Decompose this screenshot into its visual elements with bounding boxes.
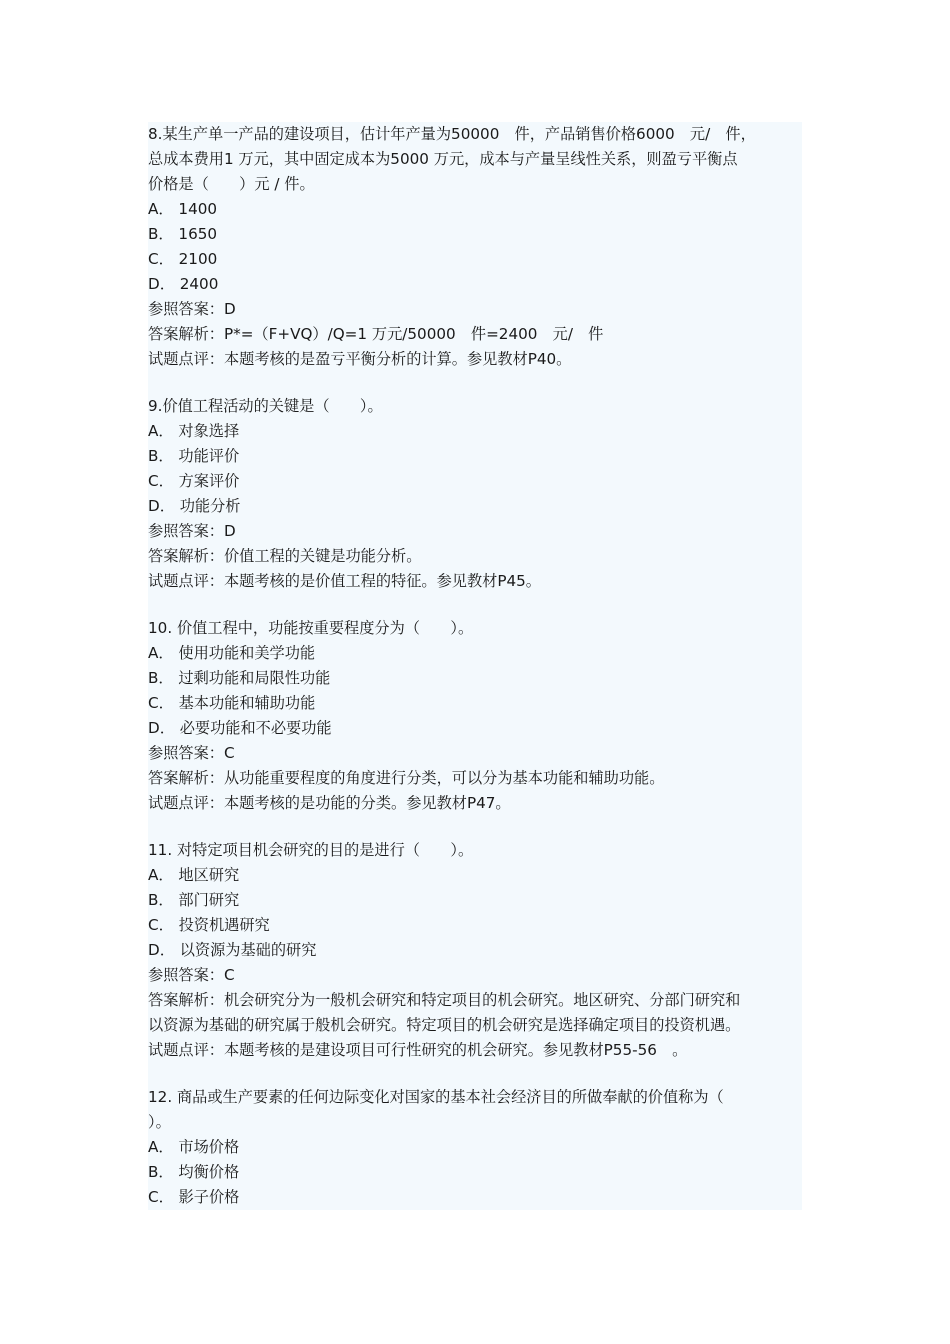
- answer-option: C． 影子价格: [148, 1188, 240, 1206]
- answer-option: B． 1650: [148, 225, 218, 243]
- reference-answer: 参照答案：C: [148, 966, 235, 984]
- answer-option: A． 1400: [148, 200, 218, 218]
- answer-analysis: 以资源为基础的研究属于般机会研究。特定项目的机会研究是选择确定项目的投资机遇。: [148, 1016, 741, 1034]
- answer-option: B． 过剩功能和局限性功能: [148, 669, 331, 687]
- answer-option: D． 2400: [148, 275, 219, 293]
- question-stem: 价格是（ ）元 / 件。: [148, 175, 315, 193]
- reference-answer: 参照答案：C: [148, 744, 235, 762]
- spacer: [148, 816, 802, 838]
- question-comment: 试题点评：本题考核的是功能的分类。参见教材P47。: [148, 794, 511, 812]
- answer-option: B． 部门研究: [148, 891, 240, 909]
- question-stem: ）。: [148, 1113, 171, 1131]
- answer-analysis: 答案解析：从功能重要程度的角度进行分类，可以分为基本功能和辅助功能。: [148, 769, 665, 787]
- question-list: [148, 122, 802, 1210]
- reference-answer: 参照答案：D: [148, 300, 236, 318]
- question-block: [148, 616, 802, 816]
- question-stem: 11. 对特定项目机会研究的目的是进行（ ）。: [148, 841, 474, 859]
- answer-option: B． 均衡价格: [148, 1163, 240, 1181]
- question-block: [148, 122, 802, 372]
- question-comment: 试题点评：本题考核的是价值工程的特征。参见教材P45。: [148, 572, 541, 590]
- answer-analysis: 答案解析：P*=（F+VQ）/Q=1 万元/50000 件=2400 元/ 件: [148, 325, 604, 343]
- answer-analysis: 答案解析：价值工程的关键是功能分析。: [148, 547, 422, 565]
- answer-option: A． 使用功能和美学功能: [148, 644, 316, 662]
- answer-option: A． 对象选择: [148, 422, 240, 440]
- answer-option: D． 以资源为基础的研究: [148, 941, 317, 959]
- answer-option: D． 必要功能和不必要功能: [148, 719, 332, 737]
- question-stem: 9.价值工程活动的关键是（ ）。: [148, 397, 383, 415]
- question-stem: 8.某生产单一产品的建设项目，估计年产量为50000 件，产品销售价格6000 元/ 件，: [148, 125, 756, 143]
- answer-option: C． 2100: [148, 250, 218, 268]
- spacer: [148, 372, 802, 394]
- question-block: [148, 394, 802, 594]
- question-comment: 试题点评：本题考核的是盈亏平衡分析的计算。参见教材P40。: [148, 350, 572, 368]
- question-block: [148, 1085, 802, 1210]
- answer-option: D． 功能分析: [148, 497, 241, 515]
- answer-option: A． 地区研究: [148, 866, 240, 884]
- question-stem: 12. 商品或生产要素的任何边际变化对国家的基本社会经济目的所做奉献的价值称为（: [148, 1088, 724, 1106]
- answer-option: C． 方案评价: [148, 472, 240, 490]
- answer-option: C． 基本功能和辅助功能: [148, 694, 316, 712]
- question-stem: 10. 价值工程中，功能按重要程度分为（ ）。: [148, 619, 474, 637]
- reference-answer: 参照答案：D: [148, 522, 236, 540]
- question-comment: 试题点评：本题考核的是建设项目可行性研究的机会研究。参见教材P55-56 。: [148, 1041, 688, 1059]
- spacer: [148, 1063, 802, 1085]
- answer-analysis: 答案解析：机会研究分为一般机会研究和特定项目的机会研究。地区研究、分部门研究和: [148, 991, 741, 1009]
- question-block: [148, 838, 802, 1063]
- question-stem: 总成本费用1 万元，其中固定成本为5000 万元，成本与产量呈线性关系，则盈亏平衡点: [148, 150, 738, 168]
- spacer: [148, 594, 802, 616]
- answer-option: C． 投资机遇研究: [148, 916, 270, 934]
- answer-option: A． 市场价格: [148, 1138, 240, 1156]
- answer-option: B． 功能评价: [148, 447, 240, 465]
